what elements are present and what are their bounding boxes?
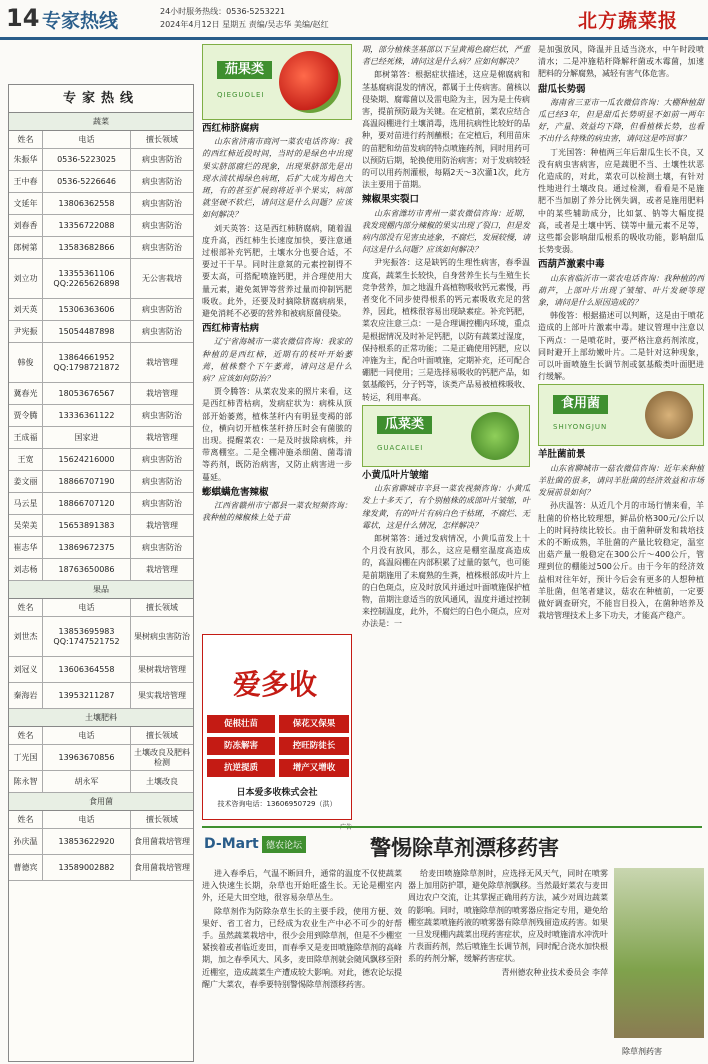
expert-phone bbox=[43, 559, 131, 580]
article-heading: 西红柿脐腐病 bbox=[202, 123, 260, 134]
expert-phone bbox=[43, 343, 131, 382]
expert-phone bbox=[43, 215, 131, 236]
expert-phone bbox=[43, 259, 131, 298]
table-row bbox=[9, 829, 193, 855]
table-group-header: 食用菌 bbox=[9, 793, 193, 811]
table-row bbox=[9, 493, 193, 515]
ad-company: 日本爱多收株式会社 bbox=[236, 788, 318, 798]
expert-name: 冀春光 bbox=[9, 383, 43, 404]
table-head-row bbox=[9, 727, 193, 745]
expert-field: 病虫害防治 bbox=[142, 476, 182, 486]
expert-field: 土壤改良 bbox=[146, 776, 178, 786]
phone-line: 13953211287 bbox=[58, 690, 115, 700]
table-row bbox=[9, 559, 193, 581]
phone-line: 13806362558 bbox=[58, 198, 115, 208]
expert-phone bbox=[43, 321, 131, 342]
phone-line: 胡永军 bbox=[74, 776, 99, 786]
tomato-icon bbox=[279, 51, 341, 113]
table-body bbox=[9, 113, 193, 881]
page-number: 14 bbox=[6, 4, 40, 32]
banner-subtitle: QIEGUOLEI bbox=[217, 91, 265, 99]
table-row bbox=[9, 771, 193, 793]
table-row bbox=[9, 193, 193, 215]
phone-line: 13853695983 bbox=[58, 626, 115, 636]
table-title: 专家热线 bbox=[9, 85, 193, 113]
article-heading: 羊肚菌前景 bbox=[538, 449, 586, 461]
answer: 孙庆温答：从近几个月的市场行情来看，羊肚菌的价格比较理想，鲜品价格300元/公斤以上的时间持续比较长。由于菌种研发和栽培技术的不断成熟，羊肚菌的产量比较稳定，温室出菇产量一般稳定在300公斤～400公斤，管理到位的棚能过500公斤。由于今年的经济效益相对往年好，预计今后会有更多的人想种植羊肚菌，但笔者建议，菇农在种植前，一定要做好调查研究，不能盲目投入，在菌种培养及栽培管理技术上多下功夫，才能高产稳产。 bbox=[538, 501, 704, 621]
article-heading: 西葫芦激素中毒 bbox=[538, 259, 605, 271]
article-heading: 西红柿青枯病 bbox=[202, 323, 260, 335]
expert-name: 吴荣美 bbox=[9, 515, 43, 536]
expert-phone bbox=[43, 683, 131, 708]
expert-field: 病虫害防治 bbox=[142, 242, 182, 252]
table-row bbox=[9, 683, 193, 709]
expert-phone bbox=[43, 471, 131, 492]
phone-line: 18866707120 bbox=[58, 498, 115, 508]
article-heading: 辣椒果实裂口 bbox=[362, 194, 420, 206]
expert-name: 陈永智 bbox=[9, 771, 43, 792]
expert-name: 刘天英 bbox=[9, 299, 43, 320]
expert-field: 病虫害防治 bbox=[142, 326, 182, 336]
paragraph: 进入春季后，气温不断回升，通常的温度不仅使蔬菜进入快速生长期，杂草也开始旺盛生长。无论是棚室内外，还是大田空地，很容易杂草丛生。 bbox=[202, 869, 402, 903]
banner-title: 食用菌 bbox=[553, 395, 608, 413]
expert-field: 病虫害防治 bbox=[142, 410, 182, 420]
section-title: 专家热线 bbox=[42, 10, 119, 32]
table-head-cell: 电话 bbox=[43, 131, 131, 148]
expert-name: 刘春香 bbox=[9, 215, 43, 236]
answer: 贾令腾答：从菜农发来的照片来看，这是西红柿青枯病，发病症状为：病株从顶部开始萎蔫，植株茎秆内有明显变褐的部位，横向切开植株茎秆挤压时会有菌脓的出现。提醒菜农：一是及时拔除病株，并带离棚室。二是全棚冲施杀细菌、菌毒清等药剂，既防治病害，又防止病害进一步蔓延。 bbox=[202, 387, 352, 482]
expert-name: 郎树第 bbox=[9, 237, 43, 258]
table-head-row bbox=[9, 811, 193, 829]
question: 山东省临沂市一菜农电话咨询：我种植的西葫芦，上部叶片出现了皱缩、叶片发硬等现象，请问是什么原因造成的？ bbox=[538, 273, 704, 308]
expert-field: 病虫害防治 bbox=[142, 304, 182, 314]
byline: 青州德农种业技术委员会 李萍 bbox=[501, 967, 608, 977]
table-row bbox=[9, 745, 193, 771]
expert-phone bbox=[43, 383, 131, 404]
answer-continued: 是加强放风，降温并且适当浇水，中午时段喷清水；二是冲施秸秆降解秆菌或木霉菌，加速肥料的分解腐熟，减轻有害气体危害。 bbox=[538, 45, 704, 79]
answer: 尹宪振答：这是缺钙的生理性病害，春季温度高，蔬菜生长较快，自身营养生长与生殖生长竞争营养，加之地温升高植物吸收钙元素慢，再者变化不同步使得根系的钙元素吸收充足的营养，因此，植株很容易出现缺素症。补充钙肥，菜农应注意三点：一是合理调控棚内环境，重点是根据情况及时补足钙肥，以防有蔬菜过湿度，保持根系的正常功能；二是正确使用钙肥，应以冲施为主，配合叶面喷施，定期补充，还可配合硼肥一同使用；三是选择易吸收的钙肥产品，如氨基酸钙，分子钙等，该类产品易被植株吸收、转运，利用率高。 bbox=[362, 258, 530, 402]
phone-line: 0536-5226646 bbox=[57, 176, 116, 186]
answer: 刘天英答：这是西红柿脐腐病，随着温度升高，西红柿生长速度加快，要注意通过根部补充钙肥，土壤水分也要合适，不要过干干旱。同时注意氮的元素控制得不要太高，可搭配喷施钙肥，并合理使用大量元素，避免氮钾等营养过量而抑制钙肥吸收。此外，还要及时摘除脐腐病病果，避免消耗不必要的营养和被病原菌侵染。 bbox=[202, 223, 352, 319]
phone-line: 13589002882 bbox=[58, 862, 115, 872]
bottom-headline: 警惕除草剂漂移药害 bbox=[370, 836, 559, 860]
forum-tag: 德农论坛 bbox=[262, 836, 306, 853]
expert-field: 病虫害防治 bbox=[142, 154, 182, 164]
table-head-cell: 擅长领域 bbox=[146, 730, 178, 740]
bottom-column-2 bbox=[408, 868, 608, 1062]
table-row bbox=[9, 343, 193, 383]
table-row bbox=[9, 449, 193, 471]
phone-line: QQ:1747521752 bbox=[53, 636, 120, 646]
question: 山东省潍坊市青州一菜农微信咨询：近期，我发现棚内部分辣椒的果实出现了裂口，但是发病内部没有见害虫迹象，不腐烂，发展较慢，请问这是什么问题？应该如何解决？ bbox=[362, 208, 530, 255]
header-info bbox=[160, 5, 329, 31]
table-head-cell: 姓名 bbox=[9, 599, 43, 616]
expert-phone bbox=[43, 537, 131, 558]
expert-phone bbox=[43, 771, 131, 792]
herbicide-damage-photo bbox=[614, 868, 704, 1038]
date-line: 2024年4月12日 星期五 责编/吴志华 美编/赵红 bbox=[160, 20, 329, 29]
table-head-cell: 姓名 bbox=[9, 131, 43, 148]
table-row bbox=[9, 237, 193, 259]
expert-name: 刘世杰 bbox=[9, 617, 43, 656]
ad-slogan: 促根壮苗 bbox=[207, 715, 275, 733]
expert-phone bbox=[43, 427, 131, 448]
phone-line: 15054487898 bbox=[58, 326, 115, 336]
expert-phone bbox=[43, 617, 131, 656]
table-head-cell: 擅长领域 bbox=[146, 602, 178, 612]
table-head-row bbox=[9, 599, 193, 617]
expert-field: 栽培管理 bbox=[146, 357, 178, 367]
phone-line: 15653891383 bbox=[58, 520, 115, 530]
phone-line: 13583682866 bbox=[58, 242, 115, 252]
table-group-header: 果品 bbox=[9, 581, 193, 599]
expert-name: 文延年 bbox=[9, 193, 43, 214]
question: 山东省济南市商河一菜农电话咨询：我的西红柿近段时间，当时的是绿色中出现果实脐部腐烂的现象，出现果脐部先是出现水渍状褐绿色病斑，后扩大成为褐色大斑，有的甚至扩展到将近半个果实，病部就坚硬不软烂，请问这是什么问题？应该如何解决？ bbox=[202, 137, 352, 220]
table-head-row bbox=[9, 131, 193, 149]
table-head-cell: 电话 bbox=[43, 811, 131, 828]
table-row bbox=[9, 657, 193, 683]
newspaper-logo: 北方蔬菜报 bbox=[578, 10, 679, 32]
expert-name: 贾令腾 bbox=[9, 405, 43, 426]
expert-field: 病虫害防治 bbox=[142, 198, 182, 208]
table-group-header: 土壤肥料 bbox=[9, 709, 193, 727]
expert-field: 病虫害防治 bbox=[142, 498, 182, 508]
phone-line: 13869672375 bbox=[58, 542, 115, 552]
expert-phone bbox=[43, 657, 131, 682]
table-row bbox=[9, 259, 193, 299]
expert-phone bbox=[43, 171, 131, 192]
phone-line: QQ:2265626898 bbox=[53, 278, 120, 288]
expert-name: 曹德宾 bbox=[9, 855, 43, 880]
table-row bbox=[9, 149, 193, 171]
article-heading: 蟛蜞螨危害辣椒 bbox=[202, 486, 269, 498]
phone-line: 13853622920 bbox=[58, 836, 115, 846]
expert-name: 秦海岩 bbox=[9, 683, 43, 708]
table-row bbox=[9, 171, 193, 193]
expert-name: 孙庆温 bbox=[9, 829, 43, 854]
phone-line: 13864661952 bbox=[58, 352, 115, 362]
ad-slogan: 控旺防徒长 bbox=[279, 737, 349, 755]
expert-field: 栽培管理 bbox=[146, 520, 178, 530]
dmart-logo: D-Mart bbox=[204, 836, 259, 852]
expert-field: 栽培管理 bbox=[146, 388, 178, 398]
column-1 bbox=[202, 44, 352, 632]
expert-phone bbox=[43, 149, 131, 170]
expert-name: 王宽 bbox=[9, 449, 43, 470]
expert-name: 马云星 bbox=[9, 493, 43, 514]
banner-subtitle: SHIYONGJUN bbox=[553, 423, 608, 432]
cucumber-icon bbox=[471, 412, 519, 460]
article-heading: 小黄瓜叶片皱缩 bbox=[362, 469, 429, 481]
expert-field: 病虫害防治 bbox=[142, 220, 182, 230]
ad-slogan: 防冻解害 bbox=[207, 737, 275, 755]
expert-field: 栽培管理 bbox=[146, 564, 178, 574]
ad-title: 爱多收 bbox=[233, 668, 318, 701]
table-head-cell: 电话 bbox=[43, 599, 131, 616]
phone-line: 13356722088 bbox=[58, 220, 115, 230]
question-continued: 期，部分植株茎基部以下呈黄褐色腐烂状，严重者已经死株，请问这是什么病？应如何解决？ bbox=[362, 45, 530, 67]
table-head-cell: 姓名 bbox=[9, 811, 43, 828]
expert-field: 病虫害防治 bbox=[142, 454, 182, 464]
expert-phone bbox=[43, 405, 131, 426]
expert-name: 刘冠义 bbox=[9, 657, 43, 682]
ad-tag: 广告 bbox=[340, 824, 353, 831]
expert-field: 无公害栽培 bbox=[142, 273, 182, 283]
phone-line: 18763650086 bbox=[58, 564, 115, 574]
expert-name: 丁光国 bbox=[9, 745, 43, 770]
expert-phone bbox=[43, 193, 131, 214]
expert-phone bbox=[43, 515, 131, 536]
expert-name: 刘立功 bbox=[9, 259, 43, 298]
paragraph: 除草剂作为防除杂草生长的主要手段，使用方便、效果好、省工省力，已经成为农业生产中必不可少的好帮手。虽然蔬菜栽培中，很少会用到除草剂，但是不少棚室紧挨着或者临近麦田，而春季又是麦田喷施除草剂的高峰期，加之春季风大、风多，麦田除草剂就会随风飘移至附近棚室，造成蔬菜生产遭成较大影响。对此，德农论坛提醒广大菜农，春季要特别警惕除草剂漂移药害。 bbox=[202, 906, 402, 989]
phone-line: 13606364558 bbox=[58, 664, 115, 674]
answer: 郎树第答：通过发病情况，小黄瓜苗发上十个月没有放风，那么，这应是棚室温度高造成的，高温闷棚在内部积累了过量的氨气，也可能是前期施用了未腐熟的生粪，植株根部成叶片上的白色斑点，应及时放风并通过叶面喷施保护植物，苗期注意适当的放风通风，温度并通过控制来控制温度，此外，不腐烂的白色小斑点，应对办法是：一 bbox=[362, 533, 530, 629]
expert-field: 食用菌栽培管理 bbox=[134, 836, 190, 846]
bottom-column-1 bbox=[202, 868, 402, 1062]
ad-slogan: 增产又增收 bbox=[279, 759, 349, 777]
expert-phone bbox=[43, 855, 131, 880]
expert-field: 病虫害防治 bbox=[142, 176, 182, 186]
table-row bbox=[9, 471, 193, 493]
ad-slogan: 抗逆提质 bbox=[207, 759, 275, 777]
answer: 丁光国答：种植两三年后甜瓜生长不良，又没有病虫害病害，应是蔬肥不当、土壤性状恶化造成的，对此，菜农可以检测土壤，有针对性地进行土壤改良。通过检测，看看是不是施肥不当加剧了养分比例失调，或者是施用肥料中的某些辅助成分，比如氯、钠等大幅度提高，或者是土壤中钙、镁等中量元素不足等，这些都会影响甜瓜根系的吸收功能，影响甜瓜长势变弱。 bbox=[538, 147, 704, 255]
hotline: 24小时服务热线：0536-5253221 bbox=[160, 7, 286, 16]
question: 山东省聊城市一菇农微信咨询：近年来种植羊肚菌的很多，请问羊肚菌的经济效益和市场发展前景如何？ bbox=[538, 463, 704, 498]
table-row bbox=[9, 383, 193, 405]
expert-name: 尹宪振 bbox=[9, 321, 43, 342]
phone-line: 国家进 bbox=[74, 432, 99, 442]
expert-phone bbox=[43, 299, 131, 320]
table-row bbox=[9, 299, 193, 321]
table-row bbox=[9, 427, 193, 449]
expert-name: 刘志杨 bbox=[9, 559, 43, 580]
table-head-cell: 擅长领域 bbox=[146, 814, 178, 824]
expert-name: 王中春 bbox=[9, 171, 43, 192]
table-group-header: 蔬菜 bbox=[9, 113, 193, 131]
expert-name: 姜文丽 bbox=[9, 471, 43, 492]
expert-field: 果树栽培管理 bbox=[138, 664, 186, 674]
banner-guacai bbox=[362, 405, 530, 467]
expert-field: 果实栽培管理 bbox=[138, 690, 186, 700]
expert-phone bbox=[43, 829, 131, 854]
article-heading: 甜瓜长势弱 bbox=[538, 83, 586, 95]
table-head-cell: 姓名 bbox=[9, 727, 43, 744]
banner-subtitle: GUACAILEI bbox=[377, 443, 424, 452]
expert-field: 栽培管理 bbox=[146, 432, 178, 442]
photo-caption: 除草剂药害 bbox=[622, 1047, 662, 1056]
table-row bbox=[9, 515, 193, 537]
expert-field: 食用菌栽培管理 bbox=[134, 862, 190, 872]
expert-table bbox=[8, 84, 194, 1062]
paragraph: 给麦田喷施除草剂时，应选择无风天气，同时在喷雾器上加用防护罩，避免除草剂飘移。当然最好菜农与麦田周边农户交流，让其掌握正确用药方法，减少对周边蔬菜的影响。同时，喷施除草剂的喷雾器应指定专用，避免给棚室蔬菜喷施药液的喷雾器有除草剂残留造成药害。如果一旦发现棚内蔬菜出现药害症状，应及时喷施清水冲洗叶片表面药剂，然后喷施生长调节剂，同时配合浇水加快根系的药剂分解，缓解药害症状。 bbox=[408, 869, 608, 964]
banner-title: 茄果类 bbox=[217, 61, 272, 79]
column-2 bbox=[362, 44, 530, 824]
table-head-cell: 擅长领域 bbox=[146, 134, 178, 144]
question: 江西省赣州市宁都县一菜农短频咨询：我种植的辣椒株上处于苗 bbox=[202, 501, 352, 523]
ad-tel: 技术咨询电话：13606950729（洪） bbox=[217, 800, 337, 808]
expert-phone bbox=[43, 493, 131, 514]
question: 辽宁省海城市一菜农微信咨询：我家的种植的是西红柿，近期有的枝叶开始萎蔫，植株整个下午萎蔫，请问这是什么病？应该如何防治？ bbox=[202, 337, 352, 384]
expert-name: 崔志华 bbox=[9, 537, 43, 558]
answer: 韩俊答：根据描述可以判断，这是由于喷花造成的上部叶片激素中毒。建议管理中注意以下两点：一是喷花时，要严格注意药剂浓度，同时避开上部幼嫩叶片。二是针对这种现象，可以叶面喷施生长调节剂或氨基酸类叶面肥进行缓解。 bbox=[538, 311, 704, 382]
table-row bbox=[9, 405, 193, 427]
table-row bbox=[9, 321, 193, 343]
expert-field: 土壤改良及肥料检测 bbox=[134, 747, 190, 767]
column-3 bbox=[538, 44, 704, 824]
advertisement bbox=[202, 634, 352, 820]
answer: 郎树第答：根据症状描述，这应是棉腐病和茎基腐病混发的情况，都属于土传病害。菌核以侵染期、腐霉菌以及雷电险为主，因为是土传病害，提前预防最为关键。在定植前，菜农应结合高温闷棚进行土壤消毒，选用抗病性比较好的品种，要对苗进行药剂蘸根；在定植后，利用苗床的苗肥和幼苗发病的特点喷施药剂，同时用药可以预防后期，轮换使用防治病害；对于发病较轻的可以用药剂灌根，每隔2天～3次灌1次，此方法主要用于苗期。 bbox=[362, 70, 530, 190]
expert-phone bbox=[43, 237, 131, 258]
phone-line: 15624216000 bbox=[58, 454, 115, 464]
phone-line: 15306363606 bbox=[58, 304, 115, 314]
table-row bbox=[9, 617, 193, 657]
expert-phone bbox=[43, 449, 131, 470]
ad-slogan: 保花又保果 bbox=[279, 715, 349, 733]
mushroom-icon bbox=[645, 391, 693, 439]
banner-shiyongjun bbox=[538, 384, 704, 446]
phone-line: 18053676567 bbox=[58, 388, 115, 398]
expert-field: 病虫害防治 bbox=[142, 542, 182, 552]
banner-qieguo bbox=[202, 44, 352, 120]
expert-name: 朱振华 bbox=[9, 149, 43, 170]
phone-line: QQ:1798721872 bbox=[53, 362, 120, 372]
banner-title: 瓜菜类 bbox=[377, 416, 432, 434]
expert-field: 果树病虫害防治 bbox=[134, 631, 190, 641]
phone-line: 0536-5223025 bbox=[57, 154, 116, 164]
table-row bbox=[9, 855, 193, 881]
table-head-cell: 电话 bbox=[43, 727, 131, 744]
phone-line: 18866707190 bbox=[58, 476, 115, 486]
expert-phone bbox=[43, 745, 131, 770]
question: 海南省三亚市一瓜农微信咨询：大棚种植甜瓜已经3年，但是甜瓜长势明显不如前一两年好，产量、效益均下降，但看植株长势，也看不出什么特殊的病虫害，请问这是咋回事？ bbox=[538, 97, 704, 144]
table-row bbox=[9, 537, 193, 559]
phone-line: 13355361106 bbox=[58, 268, 115, 278]
question: 山东省聊城市辛县一菜农视频咨询：小黄瓜发上十多天了，有个别植株的成部叶片皱缩，叶缘发黄，有的叶片有病白色干枯斑，不腐烂、无霉状，这是什么情况，怎样解决？ bbox=[362, 484, 530, 530]
expert-name: 王成福 bbox=[9, 427, 43, 448]
phone-line: 13336361122 bbox=[58, 410, 115, 420]
table-row bbox=[9, 215, 193, 237]
phone-line: 13963670856 bbox=[58, 752, 115, 762]
expert-name: 韩俊 bbox=[9, 343, 43, 382]
